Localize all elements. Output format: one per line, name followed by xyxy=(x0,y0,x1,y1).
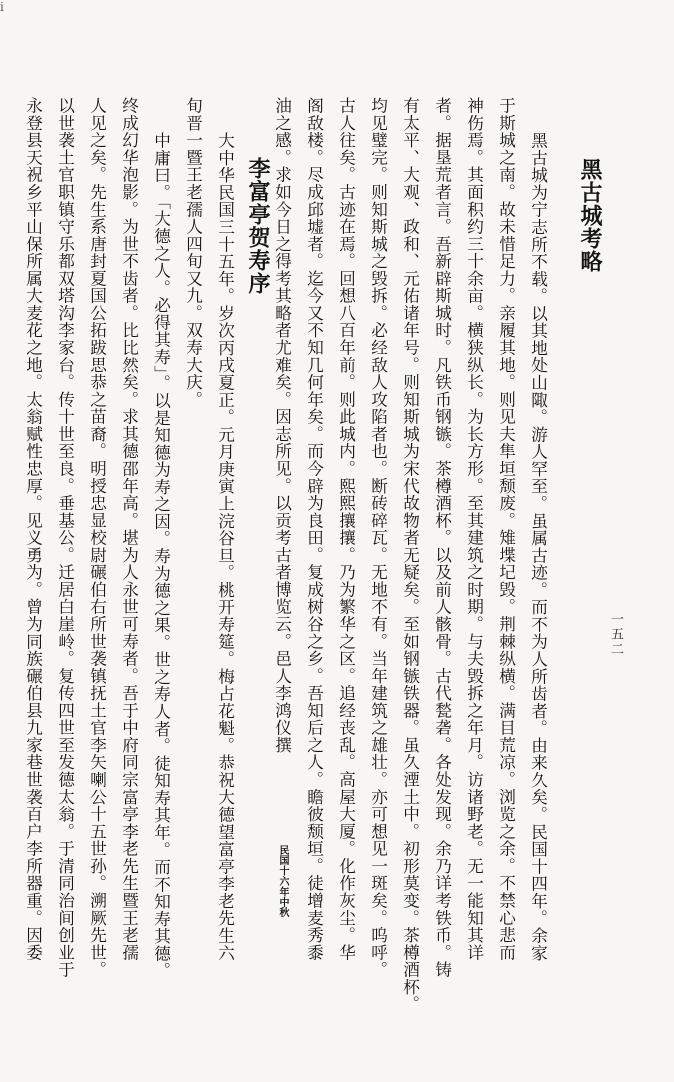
article2-line: 以世袭土官职镇守乐都双塔沟李家台。传十世至良。垂基公。迁居白崖岭。复传四世至发德太翁。于清同治间创业于 xyxy=(55,97,75,979)
article2-line: 旬晋一暨王老孺人四旬又九。双寿大庆。 xyxy=(183,97,203,409)
article2-line: 永登县天祝乡平山保所属大麦花之地。太翁赋性忠厚。见义勇为。曾为同族碾伯县九家巷世袭百户李所器重。因委 xyxy=(23,97,43,961)
article1-line: 古人往矣。古迹在焉。回想八百年前。则此城内。熙熙攘攘。乃为繁华之区。追经丧乱。高屋大厦。化作灰尘。华 xyxy=(336,97,356,961)
article2-line: 人见之矣。先生系唐封夏国公拓跋思恭之苗裔。明授忠显校尉碾伯右所世袭镇抚土官李矢喇公十五世孙。溯厥先世。 xyxy=(87,97,107,979)
article2-title: 李富亭贺寿序 xyxy=(245,157,270,295)
article2-line: 大中华民国三十五年。岁次丙戌夏正。元月庚寅上浣谷旦。桃开寿筵。梅占花魁。恭祝大德望富亭李老先生六 xyxy=(215,132,235,962)
article1-line: 于斯城之南。故未惜足力。亲履其地。则见夫隼垣颓废。雉堞圮毁。荆棘纵横。满目荒凉。浏览之余。不禁心悲而 xyxy=(496,97,516,961)
corner-mark: ⅰ xyxy=(0,0,4,14)
article1-line: 油之感。求如今日之得考其略者尤难矣。因志所见。以贡考古者博览云。邑人李鸿仪撰 xyxy=(272,97,292,754)
article1-title: 黑古城考略 xyxy=(577,158,602,273)
page-number: 一五二 xyxy=(608,612,623,657)
article1-signature-date: 民国十六年中秋 xyxy=(277,845,288,918)
article1-line: 有太平、大观、政和、元佑诸年号。则知斯城为宋代故物者无疑矣。至如钢镞铁器。虽久湮土中。初形莫变。茶樽酒杯。 xyxy=(400,97,420,1013)
article1-line: 黑古城为宁志所不载。以其地处山陬。游人罕至。虽属古迹。而不为人所齿者。由来久矣。民国十四年。余家 xyxy=(528,132,548,962)
article1-line: 均见璧完。则知斯城之毁拆。必经敌人攻陷者也。断砖碎瓦。无地不有。当年建筑之雄壮。亦可想见一斑矣。呜呼。 xyxy=(368,97,388,979)
article1-line: 神伤焉。其面积约三十余亩。横狭纵长。为长方形。至其建筑之时期。与夫毁拆之年月。访诸野老。无一能知其详 xyxy=(464,97,484,961)
article1-line: 阁敌楼。尽成邱墟者。迄今又不知几何年矣。而今辟为良田。复成树谷之乡。吾知后之人。瞻彼颓垣。徒增麦秀黍 xyxy=(304,97,324,961)
article2-line: 终成幻华泡影。为世不齿者。比比然矣。求其德邵年高。堪为人永世可寿者。吾于中府同宗富亭李老先生暨王老孺 xyxy=(119,97,139,961)
article2-line: 中庸曰。「大德之人。必得其寿」。以是知德为寿之因。寿为德之果。世之寿人者。徒知寿其年。而不知寿其德。 xyxy=(151,132,171,980)
article1-line: 者。据垦荒者言。吾新辟斯城时。凡铁币钢镞。茶樽酒杯。以及前人骸骨。古代甃砻。各处发现。余乃详考铁币。铸 xyxy=(432,97,452,979)
